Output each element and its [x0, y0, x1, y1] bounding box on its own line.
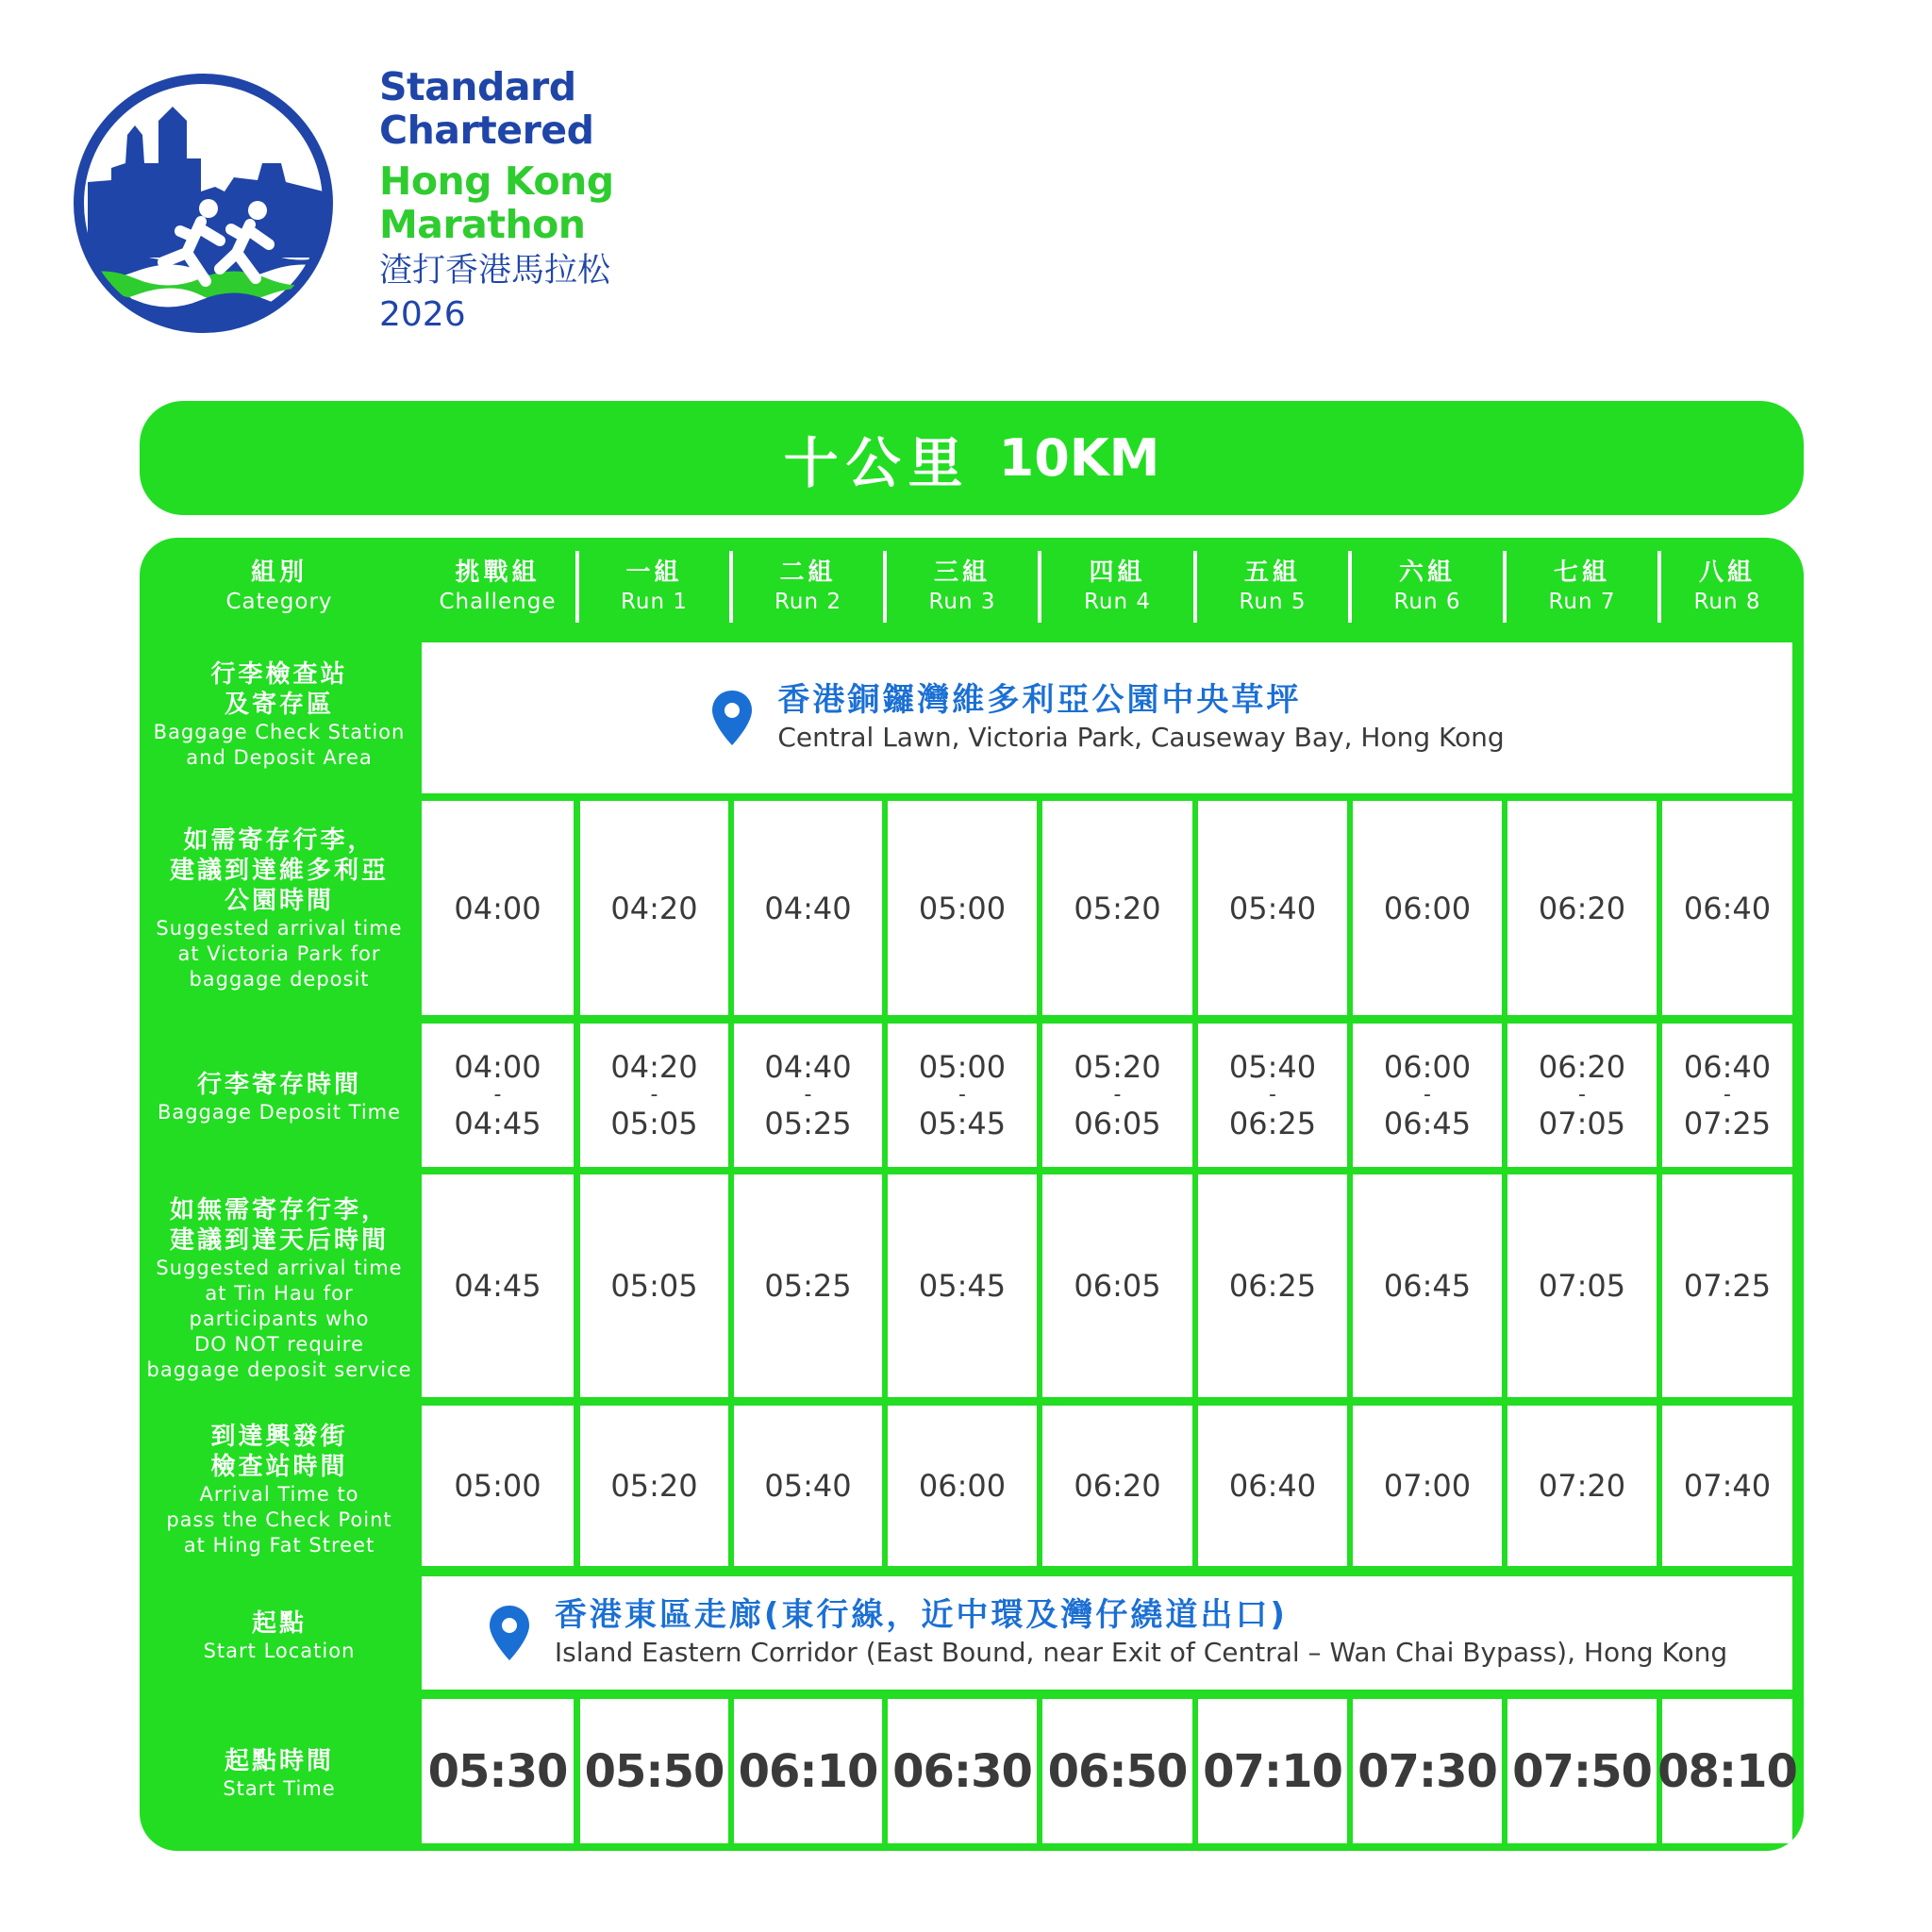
time-value: 07:50 — [1512, 1744, 1652, 1798]
label-en: at Tin Hau for — [205, 1281, 354, 1305]
time-value: 06:10 — [738, 1744, 878, 1798]
label-en: DO NOT require — [194, 1332, 364, 1356]
checkpoint-cell — [734, 1406, 882, 1566]
label-zh: 公園時間 — [224, 886, 334, 915]
header-group-en: Run 7 — [1548, 589, 1616, 614]
header-group — [1353, 538, 1502, 635]
time-value: 06:05 — [1074, 1268, 1161, 1304]
arrival-victoria-cell — [422, 801, 574, 1015]
time-value: 06:45 — [1383, 1268, 1472, 1304]
label-en: Suggested arrival time — [156, 916, 403, 940]
time-value: 07:05 — [1538, 1268, 1626, 1304]
time-dash: - — [1269, 1083, 1276, 1107]
time-from: 04:00 — [454, 1049, 541, 1085]
start-time-cell — [1042, 1699, 1192, 1843]
time-value: 06:00 — [918, 1468, 1007, 1504]
label-arrival-tinhau — [140, 1173, 419, 1405]
label-en: baggage deposit service — [146, 1357, 412, 1381]
time-dash: - — [1724, 1083, 1731, 1107]
label-zh: 行李寄存時間 — [196, 1070, 361, 1099]
brand-line-2: Chartered — [379, 108, 594, 153]
time-from: 05:00 — [918, 1049, 1007, 1085]
arrival-tinhau-cell — [1662, 1174, 1792, 1397]
time-dash: - — [958, 1083, 966, 1107]
header-group — [1662, 538, 1792, 635]
header-group-zh: 六組 — [1398, 558, 1456, 587]
baggage-location-zh: 香港銅鑼灣維多利亞公園中央草坪 — [777, 681, 1302, 719]
time-dash: - — [1424, 1083, 1431, 1107]
time-value: 06:00 — [1383, 890, 1472, 926]
arrival-victoria-cell — [1662, 801, 1792, 1015]
header-divider — [1038, 551, 1041, 623]
time-value: 05:30 — [427, 1744, 568, 1798]
header-group-en: Run 1 — [620, 589, 689, 614]
label-en: Baggage Check Station — [153, 721, 406, 743]
deposit-time-cell — [1042, 1024, 1192, 1167]
time-value: 07:10 — [1203, 1744, 1342, 1798]
label-zh: 到達興發街 — [210, 1422, 348, 1451]
start-time-cell — [422, 1699, 574, 1843]
race-title-en: 10KM — [998, 428, 1160, 488]
label-zh: 起點時間 — [224, 1747, 334, 1775]
time-value: 06:40 — [1228, 1468, 1317, 1504]
time-to: 05:25 — [764, 1106, 852, 1141]
time-value: 06:50 — [1047, 1744, 1188, 1798]
checkpoint-cell — [1198, 1406, 1347, 1566]
deposit-time-cell — [422, 1024, 574, 1167]
brand-line-1: Standard — [379, 64, 576, 109]
label-checkpoint — [140, 1405, 419, 1574]
arrival-tinhau-cell — [1198, 1174, 1347, 1397]
time-value: 05:00 — [918, 890, 1007, 926]
time-to: 05:05 — [610, 1106, 698, 1141]
checkpoint-cell — [1662, 1406, 1792, 1566]
schedule-table — [140, 538, 1804, 1851]
time-from: 06:40 — [1683, 1049, 1772, 1085]
time-value: 05:50 — [584, 1744, 724, 1798]
label-zh: 起點 — [251, 1608, 307, 1638]
brand-chinese: 渣打香港馬拉松 — [379, 252, 611, 290]
header-group — [1042, 538, 1192, 635]
header-group-en: Run 6 — [1393, 589, 1461, 614]
label-baggage-station — [140, 635, 419, 795]
header-divider — [1657, 551, 1661, 623]
label-zh: 檢查站時間 — [210, 1452, 348, 1481]
label-zh: 行李檢查站 — [210, 660, 348, 689]
race-title-bar — [140, 401, 1804, 515]
deposit-time-cell — [1353, 1024, 1502, 1167]
checkpoint-cell — [580, 1406, 728, 1566]
time-value: 06:40 — [1683, 890, 1772, 926]
checkpoint-cell — [1042, 1406, 1192, 1566]
label-en: at Victoria Park for — [177, 941, 381, 965]
label-zh: 如需寄存行李， — [183, 825, 375, 855]
brand-line-3: Hong Kong — [379, 158, 614, 204]
label-zh: 如無需寄存行李， — [169, 1195, 389, 1224]
label-en: Baggage Deposit Time — [157, 1100, 402, 1124]
deposit-time-cell — [1662, 1024, 1792, 1167]
deposit-time-cell — [1507, 1024, 1657, 1167]
time-dash: - — [493, 1083, 502, 1107]
time-value: 05:00 — [454, 1468, 541, 1504]
time-value: 05:40 — [1228, 890, 1317, 926]
header-group — [422, 538, 574, 635]
header-group-zh: 七組 — [1553, 558, 1610, 587]
time-from: 05:40 — [1228, 1049, 1317, 1085]
checkpoint-cell — [422, 1406, 574, 1566]
arrival-tinhau-cell — [734, 1174, 882, 1397]
start-time-cell — [888, 1699, 1037, 1843]
time-from: 06:20 — [1538, 1049, 1626, 1085]
time-value: 06:20 — [1538, 890, 1626, 926]
time-value: 04:40 — [764, 890, 852, 926]
brand-line-4: Marathon — [379, 202, 586, 247]
header-divider — [883, 551, 887, 623]
time-value: 07:20 — [1538, 1468, 1626, 1504]
arrival-tinhau-cell — [580, 1174, 728, 1397]
start-time-cell — [580, 1699, 728, 1843]
header-group — [580, 538, 728, 635]
arrival-tinhau-cell — [1042, 1174, 1192, 1397]
label-en: at Hing Fat Street — [183, 1533, 375, 1557]
arrival-tinhau-cell — [1353, 1174, 1502, 1397]
label-en: Suggested arrival time — [156, 1256, 403, 1279]
arrival-victoria-cell — [1507, 801, 1657, 1015]
arrival-victoria-cell — [1353, 801, 1502, 1015]
label-en: and Deposit Area — [186, 746, 373, 769]
time-value: 07:40 — [1683, 1468, 1772, 1504]
time-value: 07:30 — [1357, 1744, 1497, 1798]
time-value: 05:20 — [1074, 890, 1161, 926]
label-en: participants who — [189, 1307, 370, 1330]
arrival-victoria-cell — [888, 801, 1037, 1015]
time-value: 05:05 — [610, 1268, 698, 1304]
time-to: 06:25 — [1228, 1106, 1317, 1141]
label-en: Start Location — [203, 1639, 356, 1662]
time-value: 07:00 — [1383, 1468, 1472, 1504]
deposit-time-cell — [1198, 1024, 1347, 1167]
time-value: 08:10 — [1657, 1744, 1797, 1798]
start-time-cell — [1507, 1699, 1657, 1843]
header-category-zh: 組別 — [250, 558, 308, 587]
header-group-en: Run 4 — [1083, 589, 1152, 614]
header-group-zh: 五組 — [1243, 558, 1301, 587]
time-dash: - — [650, 1083, 658, 1107]
header-category — [140, 538, 419, 635]
label-en: baggage deposit — [189, 967, 370, 991]
time-value: 04:45 — [454, 1268, 541, 1304]
time-value: 04:20 — [610, 890, 698, 926]
checkpoint-cell — [888, 1406, 1037, 1566]
time-to: 07:05 — [1538, 1106, 1626, 1141]
header-category-en: Category — [225, 589, 333, 614]
label-en: pass the Check Point — [166, 1507, 392, 1531]
time-value: 06:25 — [1228, 1268, 1317, 1304]
header-group-en: Run 5 — [1239, 589, 1307, 614]
header-divider — [1193, 551, 1197, 623]
header-group-en: Run 2 — [774, 589, 842, 614]
time-to: 06:05 — [1074, 1106, 1161, 1141]
time-from: 06:00 — [1383, 1049, 1472, 1085]
label-en: Start Time — [223, 1777, 336, 1800]
header-group-zh: 八組 — [1698, 558, 1756, 587]
arrival-tinhau-cell — [888, 1174, 1037, 1397]
label-arrival-victoria — [140, 795, 419, 1022]
deposit-time-cell — [734, 1024, 882, 1167]
start-time-cell — [1657, 1699, 1797, 1843]
time-dash: - — [804, 1083, 812, 1107]
time-from: 04:40 — [764, 1049, 852, 1085]
race-title-zh: 十公里 — [783, 430, 971, 495]
time-value: 05:20 — [610, 1468, 698, 1504]
header-group-en: Run 8 — [1693, 589, 1761, 614]
label-deposit-time — [140, 1022, 419, 1173]
label-zh: 及寄存區 — [224, 691, 334, 719]
time-value: 05:25 — [764, 1268, 852, 1304]
header-divider — [1348, 551, 1352, 623]
checkpoint-cell — [1353, 1406, 1502, 1566]
header-group — [1198, 538, 1347, 635]
brand-year: 2026 — [379, 295, 466, 334]
time-value: 07:25 — [1683, 1268, 1772, 1304]
time-value: 06:20 — [1074, 1468, 1161, 1504]
time-value: 05:40 — [764, 1468, 852, 1504]
start-location-zh: 香港東區走廊(東行線，近中環及灣仔繞道出口) — [554, 1596, 1288, 1634]
time-value: 04:00 — [454, 890, 541, 926]
time-dash: - — [1578, 1083, 1586, 1107]
arrival-victoria-cell — [580, 801, 728, 1015]
label-zh: 建議到達維多利亞 — [169, 856, 389, 885]
label-start-time — [140, 1697, 419, 1851]
header-group-zh: 四組 — [1089, 558, 1146, 587]
header-group-en: Challenge — [439, 589, 557, 614]
header-group-en: Run 3 — [928, 589, 996, 614]
arrival-victoria-cell — [1042, 801, 1192, 1015]
header-group — [888, 538, 1037, 635]
arrival-victoria-cell — [1198, 801, 1347, 1015]
label-zh: 建議到達天后時間 — [169, 1225, 389, 1255]
header-divider — [575, 551, 579, 623]
start-time-cell — [734, 1699, 882, 1843]
arrival-tinhau-cell — [1507, 1174, 1657, 1397]
time-to: 05:45 — [918, 1106, 1007, 1141]
header-group-zh: 三組 — [933, 558, 991, 587]
brand-wordmark — [379, 64, 614, 334]
start-location-cell — [422, 1576, 1792, 1690]
deposit-time-cell — [580, 1024, 728, 1167]
header-group-zh: 挑戰組 — [455, 558, 541, 587]
header-group-zh: 二組 — [779, 558, 837, 587]
checkpoint-cell — [1507, 1406, 1657, 1566]
time-to: 04:45 — [454, 1106, 541, 1141]
label-en: Arrival Time to — [199, 1482, 359, 1506]
time-from: 04:20 — [610, 1049, 698, 1085]
time-value: 05:45 — [918, 1268, 1007, 1304]
map-pin-icon — [709, 689, 755, 747]
start-time-cell — [1198, 1699, 1347, 1843]
header-group — [734, 538, 882, 635]
time-value: 06:30 — [892, 1744, 1032, 1798]
header-divider — [1503, 551, 1507, 623]
marathon-logo — [69, 69, 338, 338]
start-location-en: Island Eastern Corridor (East Bound, near Exit of Central – Wan Chai Bypass), Hong Kong — [554, 1637, 1728, 1668]
baggage-location-cell — [422, 642, 1792, 793]
arrival-victoria-cell — [734, 801, 882, 1015]
time-from: 05:20 — [1074, 1049, 1161, 1085]
time-to: 06:45 — [1383, 1106, 1472, 1141]
header-group-zh: 一組 — [625, 558, 683, 587]
baggage-location-en: Central Lawn, Victoria Park, Causeway Bay, Hong Kong — [777, 722, 1505, 753]
map-pin-icon — [487, 1604, 532, 1662]
start-time-cell — [1353, 1699, 1502, 1843]
time-to: 07:25 — [1683, 1106, 1772, 1141]
label-start-location — [140, 1574, 419, 1697]
arrival-tinhau-cell — [422, 1174, 574, 1397]
header-divider — [729, 551, 733, 623]
time-dash: - — [1113, 1083, 1122, 1107]
deposit-time-cell — [888, 1024, 1037, 1167]
header-group — [1507, 538, 1657, 635]
